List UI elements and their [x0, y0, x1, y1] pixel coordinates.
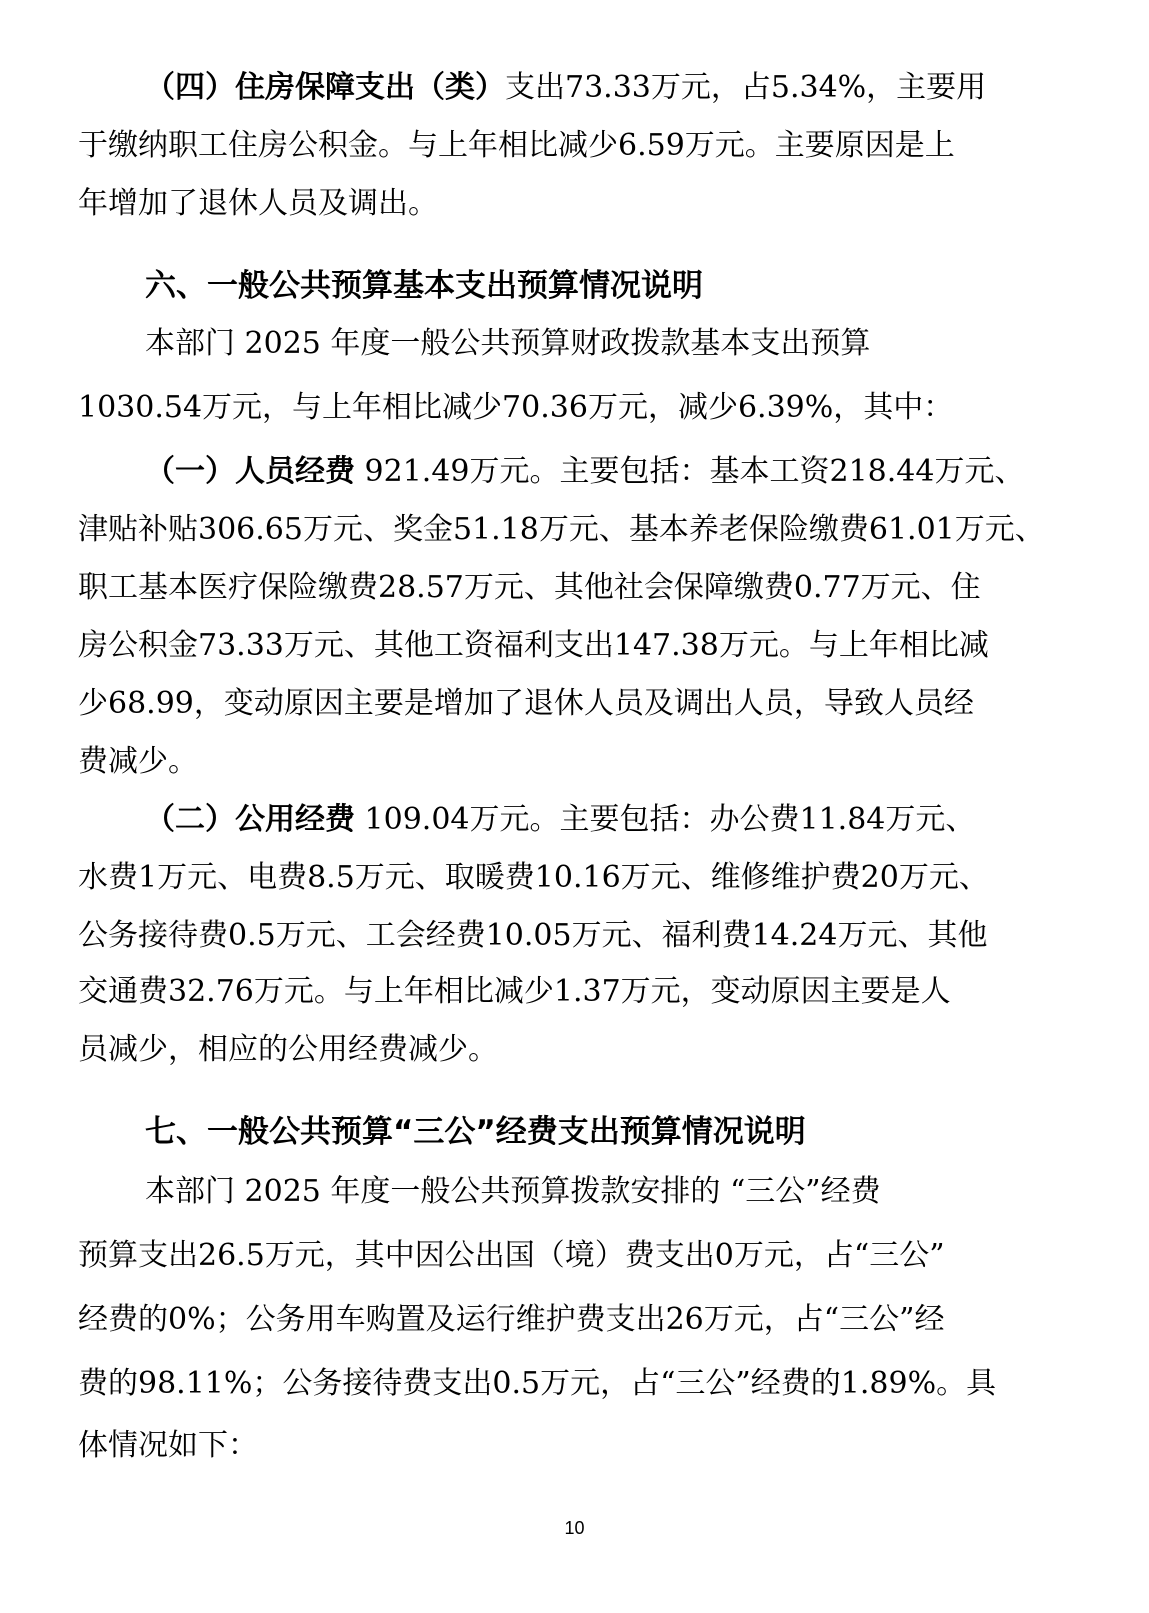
page-number: 10: [564, 1518, 585, 1538]
section7-line2: 预算支出26.5万元，其中因公出国（境）费支出0万元，占“三公”: [78, 1238, 945, 1273]
public-line2: 水费1万元、电费8.5万元、取暖费10.16万元、维修维护费20万元、: [78, 860, 989, 895]
section6-heading: 六、一般公共预算基本支出预算情况说明: [145, 268, 703, 304]
section4-line2: 于缴纳职工住房公积金。与上年相比减少6.59万元。主要原因是上: [78, 128, 955, 163]
personnel-line3: 职工基本医疗保险缴费28.57万元、其他社会保障缴费0.77万元、住: [78, 570, 981, 605]
public-label: （二）公用经费: [145, 802, 355, 837]
section6-intro-line1: 本部门 2025 年度一般公共预算财政拨款基本支出预算: [145, 326, 871, 361]
section7-line3: 经费的0%；公务用车购置及运行维护费支出26万元，占“三公”经: [78, 1302, 945, 1337]
public-text1: 109.04万元。主要包括：办公费11.84万元、: [355, 802, 976, 837]
section7-line1: 本部门 2025 年度一般公共预算拨款安排的 “三公”经费: [145, 1174, 881, 1209]
personnel-text1: 921.49万元。主要包括：基本工资218.44万元、: [355, 454, 1025, 489]
section7-heading: 七、一般公共预算“三公”经费支出预算情况说明: [145, 1114, 806, 1150]
public-line4: 交通费32.76万元。与上年相比减少1.37万元，变动原因主要是人: [78, 974, 951, 1009]
section4-line3: 年增加了退休人员及调出。: [78, 186, 438, 221]
section6-intro-line2: 1030.54万元，与上年相比减少70.36万元，减少6.39%，其中：: [78, 390, 954, 425]
section7-line4: 费的98.11%；公务接待费支出0.5万元，占“三公”经费的1.89%。具: [78, 1366, 997, 1401]
public-line5: 员减少，相应的公用经费减少。: [78, 1032, 498, 1067]
personnel-line2: 津贴补贴306.65万元、奖金51.18万元、基本养老保险缴费61.01万元、: [78, 512, 1045, 547]
public-line3: 公务接待费0.5万元、工会经费10.05万元、福利费14.24万元、其他: [78, 918, 988, 953]
personnel-line4: 房公积金73.33万元、其他工资福利支出147.38万元。与上年相比减: [78, 628, 989, 663]
personnel-line5: 少68.99，变动原因主要是增加了退休人员及调出人员，导致人员经: [78, 686, 974, 721]
section4-label: （四）住房保障支出（类）: [145, 70, 505, 105]
personnel-line6: 费减少。: [78, 744, 198, 779]
section4-line1: [145, 66, 986, 110]
personnel-label: （一）人员经费: [145, 454, 355, 489]
section7-line5: 体情况如下：: [78, 1428, 258, 1463]
public-line1: [145, 798, 975, 842]
personnel-line1: [145, 450, 1024, 494]
section4-text1: 支出73.33万元，占5.34%，主要用: [505, 70, 987, 105]
